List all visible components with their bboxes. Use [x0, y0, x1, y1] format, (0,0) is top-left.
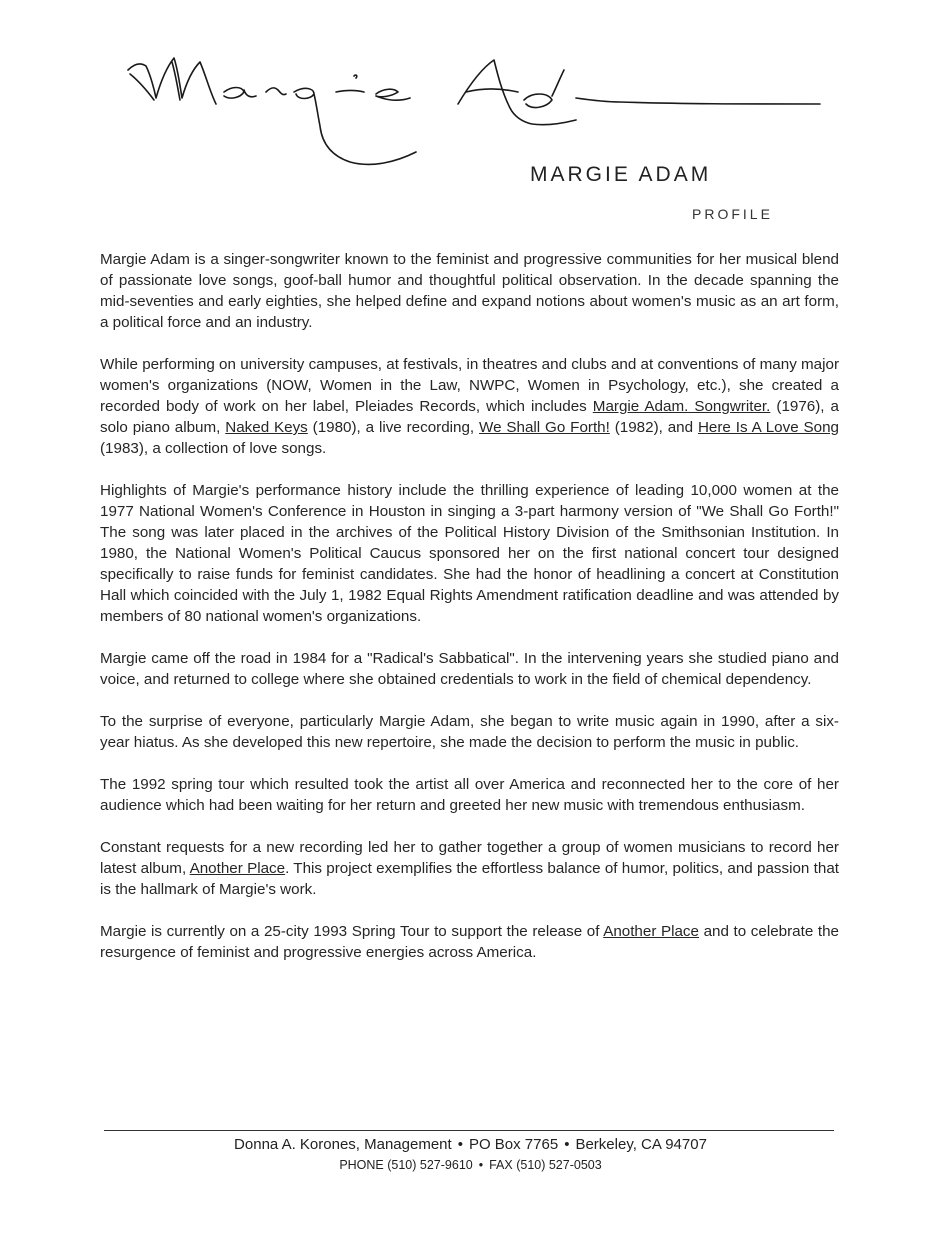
footer-divider [104, 1130, 834, 1131]
text-segment: The 1992 spring tour which resulted took the artist all over America and reconnected her to the core of her audience which had been waiting for her return and greeted her new music with tremendous enthusiasm. [100, 776, 839, 814]
text-segment: (1983), a collection of love songs. [100, 440, 327, 457]
album-title: Margie Adam. Songwriter. [592, 398, 771, 415]
footer-phone: PHONE (510) 527-9610 [339, 1158, 473, 1172]
text-segment: Highlights of Margie's performance history include the thrilling experience of leading 10,000 women at the 1977 National Women's Conference in Houston in singing a 3-part harmony version of "We Shall Go Forth!" The song was later placed in the archives of the Political History Division of the Smithsonian Institution. In 1980, the National Women's Political Caucus sponsored her on the first national concert tour designed specifically to raise funds for feminist candidates. She had the honor of headlining a concert at Constitution Hall which coincided with the July 1, 1982 Equal Rights Amendment ratification deadline and was attended by members of 80 national women's organizations. [100, 482, 839, 625]
text-segment: Margie came off the road in 1984 for a "Radical's Sabbatical". In the intervening years she studied piano and voice, and returned to college where she obtained credentials to work in the field of chemical dependency. [100, 650, 839, 688]
signature [120, 40, 830, 170]
paragraph-tour-1992 [100, 774, 839, 816]
text-segment: While performing on university campuses, at festivals, in theatres and clubs and at conventions of many major women's organizations (NOW, Women in the Law, NWPC, Women in Psychology, etc.), she created a recorded body of work on her label, Pleiades Records, which includes [100, 356, 839, 415]
profile-label: PROFILE [692, 206, 773, 222]
text-segment: Margie Adam is a singer-songwriter known to the feminist and progressive communities for her musical blend of passionate love songs, goof-ball humor and thoughtful political observation. In the decade spanning the mid-seventies and early eighties, she helped define and expand notions about women's music as an art form, a political force and an industry. [100, 251, 839, 331]
footer-management: Donna A. Korones, Management [234, 1136, 452, 1153]
text-segment: Constant requests for a new recording led her to gather together a group of women musicians to record her latest album, [100, 839, 839, 877]
album-title: We Shall Go Forth! [479, 419, 610, 436]
artist-name: MARGIE ADAM [530, 163, 712, 186]
text-segment: and to celebrate the resurgence of feminist and progressive energies across America. [100, 923, 839, 961]
album-title: Another Place [189, 860, 286, 877]
paragraph-intro [100, 249, 839, 333]
text-segment: . This project exemplifies the effortless balance of humor, politics, and passion that is the hallmark of Margie's work. [100, 860, 839, 898]
album-title: Naked Keys [225, 419, 308, 436]
footer-bullet: • [478, 1158, 484, 1172]
paragraph-recordings [100, 354, 839, 459]
footer-contact [0, 1158, 941, 1172]
paragraph-highlights [100, 480, 839, 627]
footer-po-box: PO Box 7765 [468, 1136, 559, 1153]
footer-fax: FAX (510) 527-0503 [489, 1158, 602, 1172]
paragraph-return [100, 711, 839, 753]
footer-city: Berkeley, CA 94707 [575, 1136, 707, 1153]
album-title: Another Place [603, 923, 699, 940]
paragraph-new-album [100, 837, 839, 900]
text-segment: (1976), a solo piano album, [100, 398, 839, 436]
text-segment: To the surprise of everyone, particularly Margie Adam, she began to write music again in 1990, after a six-year hiatus. As she developed this new repertoire, she made the decision to perform the music in public. [100, 713, 839, 751]
footer-bullet: • [564, 1136, 570, 1153]
paragraph-tour-1993 [100, 921, 839, 963]
text-segment: Margie is currently on a 25-city 1993 Spring Tour to support the release of [100, 923, 604, 940]
paragraph-sabbatical [100, 648, 839, 690]
text-segment: (1980), a live recording, [307, 419, 480, 436]
album-title: Here Is A Love Song [697, 419, 840, 436]
text-segment: (1982), and [609, 419, 698, 436]
footer-address [0, 1136, 941, 1153]
profile-body [100, 249, 839, 984]
footer-bullet: • [457, 1136, 463, 1153]
